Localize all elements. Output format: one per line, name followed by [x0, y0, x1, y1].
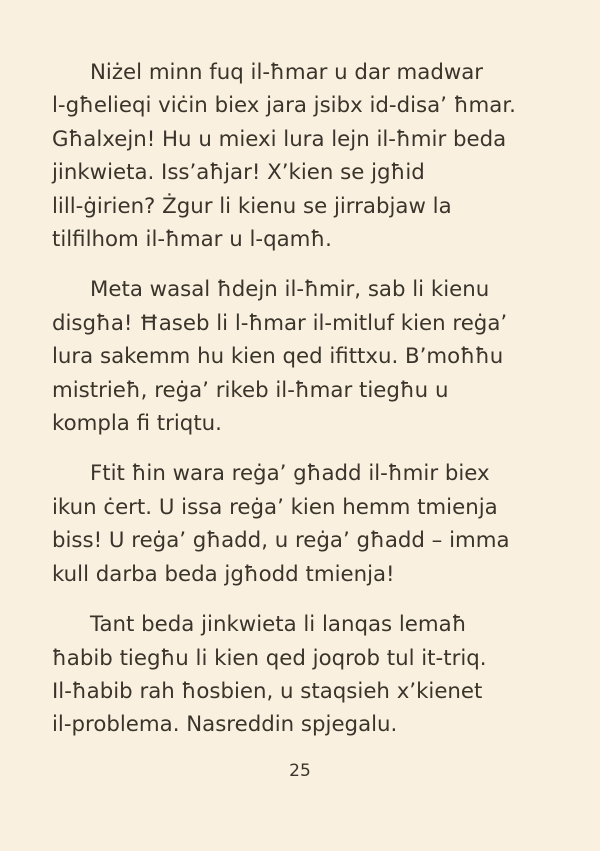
text-line: Il-ħabib rah ħosbien, u staqsieh x’kienet	[52, 678, 483, 704]
paragraph-1	[52, 56, 548, 256]
text-line: Meta wasal ħdejn il-ħmir, sab li kienu	[90, 277, 490, 303]
text-line: Niżel minn fuq il-ħmar u dar madwar	[90, 60, 484, 85]
text-line: lill-ġirien? Żgur li kienu se jirrabjaw la	[52, 193, 452, 219]
text-line: l-għelieqi viċin biex jara jsibx id-disa’ ħmar.	[52, 93, 516, 119]
text-line: kompla fi triqtu.	[52, 411, 222, 437]
paragraph-2	[52, 273, 548, 440]
text-line: Ftit ħin wara reġa’ għadd il-ħmir biex	[90, 461, 490, 487]
paragraph-3	[52, 457, 548, 591]
text-line: tilfilhom il-ħmar u l-qamħ.	[52, 227, 332, 253]
text-line: il-problema. Nasreddin spjegalu.	[52, 712, 398, 738]
text-line: Għalxejn! Hu u miexi lura lejn il-ħmir beda	[52, 126, 507, 152]
text-line: kull darba beda jgħodd tmienja!	[52, 561, 395, 587]
text-line: biss! U reġa’ għadd, u reġa’ għadd – imma	[52, 528, 510, 554]
text-line: lura sakemm hu kien qed ifittxu. B’moħħu	[52, 344, 504, 370]
text-line: ħabib tiegħu li kien qed joqrob tul it-triq.	[52, 645, 487, 671]
text-line: Tant beda jinkwieta li lanqas lemaħ	[90, 612, 467, 638]
text-line: ikun ċert. U issa reġa’ kien hemm tmienja	[52, 494, 498, 520]
text-line: disgħa! Ħaseb li l-ħmar il-mitluf kien reġa’	[52, 310, 508, 336]
page-number: 25	[289, 761, 311, 781]
text-line: mistrieħ, reġa’ rikeb il-ħmar tiegħu u	[52, 377, 449, 403]
paragraph-4	[52, 608, 548, 742]
text-line: jinkwieta. Iss’aħjar! X’kien se jgħid	[52, 160, 425, 186]
